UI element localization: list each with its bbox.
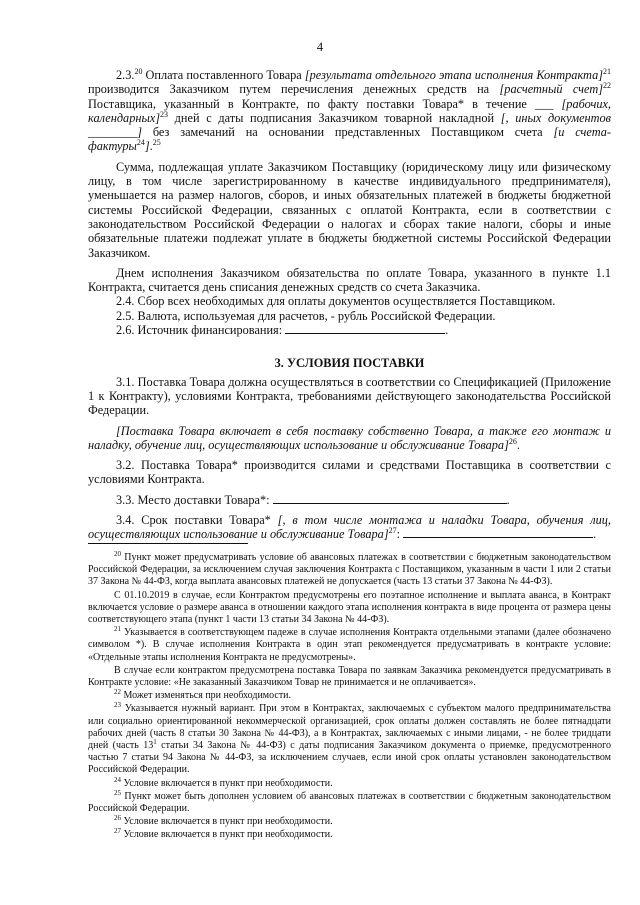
optional-text: [Поставка Товара включает в себя поставку собственно Товара, а также его монтаж и наладку, обучение лиц, осуществляющих использование и обслуживание Товара] — [88, 423, 611, 452]
clause-text: производится Заказчиком путем перечисления денежных средств на — [88, 82, 500, 97]
footnote-text: Пункт может быть дополнен условием об авансовых платежах в соответствии с бюджетным законодательством Российской Федерации. — [88, 790, 611, 815]
footnote-25 — [88, 788, 611, 815]
footnote-20 — [88, 552, 611, 589]
delivery-place-field[interactable] — [273, 493, 507, 504]
clause-2-6 — [88, 323, 611, 337]
clause-text: : — [396, 527, 404, 542]
optional-text: [, иных документов ________] — [88, 110, 611, 140]
clause-text: Поставщика, указанный в Контракте, по факту поставки Товара* в течение ___ — [88, 96, 562, 111]
clause-2-3 — [88, 68, 611, 154]
footnote-21-continued: В случае если контрактом предусмотрена поставка Товара по заявкам Заказчика рекомендуется предусматривать в Контракте условие: «Не заказанный Заказчиком Товар не принимается и не оплачивается». — [88, 664, 611, 689]
document-body — [88, 68, 611, 542]
clause-text: Оплата поставленного Товара — [142, 68, 305, 82]
footnote-number: 24 — [114, 775, 121, 784]
footnote-21 — [88, 627, 611, 664]
clause-text: . — [149, 139, 153, 154]
footnote-divider — [88, 543, 248, 544]
clause-text: . — [445, 323, 449, 338]
footnote-ref-20[interactable]: 20 — [134, 67, 143, 76]
clause-text: . — [506, 492, 510, 507]
page-number: 4 — [316, 40, 324, 54]
clause-2-5: 2.5. Валюта, используемая для расчетов, - рубль Российской Федерации. — [116, 308, 496, 323]
footnote-number: 25 — [114, 788, 121, 797]
footnote-22 — [88, 690, 611, 702]
clause-text: 2.6. Источник финансирования: — [116, 323, 286, 338]
superscript: 1 — [153, 738, 157, 747]
footnote-number: 27 — [114, 827, 121, 836]
footnote-text: Условие включается в пункт при необходимости. — [121, 777, 333, 789]
optional-text: [рабочих, календарных] — [88, 96, 611, 125]
footnote-text: Указывается в соответствующем падеже в случае исполнения Контракта отдельными этапами (далее обозначено символом *). В случае исполнения Контракта в один этап рекомендуется предусматривать в контракте условие: «Отдельные этапы исполнения Контракта не предусмотрены». — [88, 627, 611, 663]
footnote-ref-22[interactable]: 22 — [603, 81, 611, 91]
footnote-20-continued: С 01.10.2019 в случае, если Контрактом предусмотрены его поэтапное исполнение и выплата аванса, в Контракт включается условие о размере аванса в отношении каждого этапа исполнения контракта в виде процента от размера цены соответствующего этапа (пункт 1 части 13 статьи 34 Закона № 44-ФЗ). — [88, 589, 611, 626]
clause-2-4: 2.4. Сбор всех необходимых для оплаты документов осуществляется Поставщиком. — [116, 294, 556, 309]
footnote-text: Условие включается в пункт при необходимости. — [121, 816, 333, 828]
section-heading: 3. УСЛОВИЯ ПОСТАВКИ — [274, 356, 425, 371]
optional-text: [и счета-фактуры — [88, 125, 611, 154]
footnote-text: Пункт может предусматривать условие об авансовых платежах в соответствии с бюджетным законодательством Российской Федерации, за исключением случая заключения Контракта с Поставщиком, указанным в части 1 или 2 статьи 37 Закона № 44-ФЗ, когда выплата авансовых платежей не допускается (часть 13 статьи 37 Закона № 44-ФЗ). — [88, 552, 611, 588]
footnote-number: 26 — [114, 814, 121, 823]
footnote-text: статьи 34 Закона № 44-ФЗ) с даты подписания Заказчиком документа о приемке, предусмотренного частью 7 статьи 94 Закона № 44-ФЗ, за исключением случаев, если иной срок оплаты установлен законодательством Российской Федерации. — [88, 740, 611, 776]
footnote-ref-25[interactable]: 25 — [152, 138, 161, 148]
footnote-ref-24[interactable]: 24 — [136, 138, 145, 148]
clause-number: 2.3. — [116, 68, 135, 82]
footnote-27 — [88, 829, 611, 841]
footnote-ref-27[interactable]: 27 — [388, 526, 397, 536]
delivery-term-field[interactable] — [403, 527, 593, 538]
footnote-ref-26[interactable]: 26 — [508, 436, 517, 446]
clause-3-4 — [88, 513, 611, 542]
clause-3-2: 3.2. Поставка Товара* производится силами и средствами Поставщика в соответствии с условиями Контракта. — [88, 458, 611, 487]
clause-3-1: 3.1. Поставка Товара должна осуществляться в соответствии со Спецификацией (Приложение 1 к Контракту), условиями Контракта, требованиями действующего законодательства Российской Федерации. — [88, 374, 611, 418]
footnote-number: 23 — [114, 701, 121, 710]
clause-text: . — [516, 437, 520, 452]
footnote-23 — [88, 703, 611, 776]
footnote-number: 22 — [114, 688, 121, 697]
optional-text: [, в том числе монтажа и наладки Товара, обучения лиц, осуществляющих использование и обслуживание Товара] — [88, 513, 611, 542]
optional-text: ] — [144, 139, 150, 154]
footnote-ref-21[interactable]: 21 — [603, 67, 612, 76]
footnote-26 — [88, 816, 611, 828]
paragraph-sum: Сумма, подлежащая уплате Заказчиком Поставщику (юридическому лицу или физическому лицу, в том числе зарегистрированному в качестве индивидуального предпринимателя), уменьшается на размер налогов, сборов, и иных обязательных платежей в бюджеты бюджетной системы Российской Федерации, связанных с оплатой Контракта, если в соответствии с законодательством Российской Федерации о налогах и сборах такие налоги, сборы и иные обязательные платежи подлежат уплате в бюджеты бюджетной системы Российской Федерации Заказчиком. — [88, 159, 611, 260]
optional-text: [расчетный счет] — [499, 82, 603, 97]
optional-text: [результата отдельного этапа исполнения Контракта] — [304, 68, 604, 82]
footnote-text: Указывается нужный вариант. При этом в Контрактах, заключаемых с субъектом малого предпринимательства или социально ориентированной некоммерческой организацией, срок оплаты должен составлять не более пятнадцати рабочих дней (часть 8 статьи 30 Закона № 44-ФЗ), а в Контрактах, заключаемых с иными лицами, - не более тридцати дней (часть 13 — [88, 703, 611, 752]
clause-3-3 — [88, 493, 611, 507]
clause-text: дней с даты подписания Заказчиком товарной накладной — [168, 110, 501, 125]
footnote-ref-23[interactable]: 23 — [160, 109, 169, 119]
funding-source-field[interactable] — [285, 323, 445, 334]
footnote-number: 21 — [114, 625, 121, 634]
footnotes — [88, 552, 611, 843]
footnote-text: Условие включается в пункт при необходимости. — [121, 829, 333, 841]
clause-text: 3.4. Срок поставки Товара* — [116, 513, 278, 528]
paragraph-installation — [88, 424, 611, 453]
clause-text: 3.3. Место доставки Товара*: — [116, 492, 273, 507]
clause-text: . — [593, 527, 597, 542]
footnote-number: 20 — [114, 550, 121, 558]
footnote-text: Может изменяться при необходимости. — [121, 690, 292, 702]
clause-text: без замечаний на основании представленных Поставщиком счета — [141, 125, 554, 140]
footnote-24 — [88, 775, 611, 790]
paragraph-payment-day: Днем исполнения Заказчиком обязательства по оплате Товара, указанного в пункте 1.1 Контракта, считается день списания денежных средств со счета Заказчика. — [88, 265, 611, 295]
